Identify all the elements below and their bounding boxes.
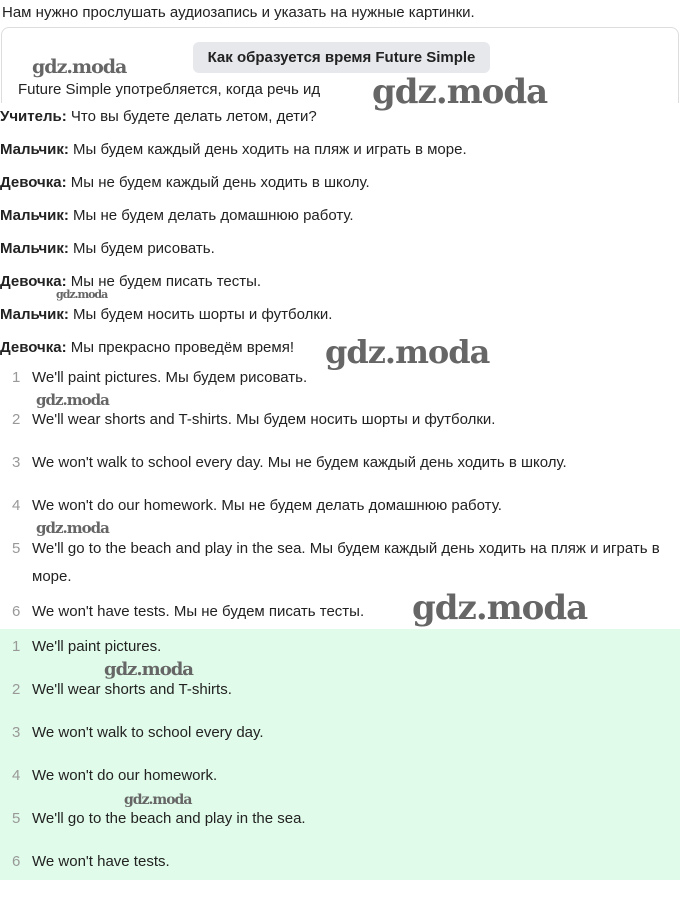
line-text: Мы будем рисовать. (68, 240, 215, 257)
task-description: Нам нужно прослушать аудиозапись и указать на нужные картинки. (2, 4, 475, 21)
item-text: We'll go to the beach and play in the sea. (32, 810, 306, 827)
item-text: We won't have tests. Мы не будем писать тесты. (32, 603, 365, 620)
item-text: We'll paint pictures. Мы будем рисовать. (32, 369, 308, 386)
speaker: Учитель: (0, 108, 67, 125)
answers-section (0, 629, 680, 880)
line-text: Мы не будем делать домашнюю работу. (68, 207, 354, 224)
item-text: We'll wear shorts and T-shirts. Мы будем носить шорты и футболки. (32, 411, 496, 428)
watermark: gdz.moda (104, 659, 193, 680)
item-text: We'll wear shorts and T-shirts. (32, 681, 232, 698)
item-number: 6 (12, 853, 21, 870)
dialog-line (0, 141, 467, 158)
speaker: Мальчик: (0, 240, 69, 257)
watermark: gdz.moda (36, 519, 109, 537)
item-number: 3 (12, 454, 21, 471)
item-number: 2 (12, 411, 21, 428)
item-number: 5 (12, 540, 21, 557)
dialog-line (0, 339, 294, 356)
dialog-line (0, 174, 370, 191)
speaker: Мальчик: (0, 141, 69, 158)
watermark: gdz.moda (36, 391, 109, 409)
line-text: Мы будем каждый день ходить на пляж и играть в море. (68, 141, 467, 158)
watermark: gdz.moda (372, 72, 548, 112)
dialog-line (0, 240, 215, 257)
dialog (0, 103, 680, 358)
speaker: Мальчик: (0, 207, 69, 224)
item-text: We'll paint pictures. (32, 638, 162, 655)
item-number: 2 (12, 681, 21, 698)
item-number: 5 (12, 810, 21, 827)
item-number: 4 (12, 767, 21, 784)
speaker: Девочка: (0, 174, 67, 191)
dialog-line (0, 108, 317, 125)
item-text: We won't do our homework. Мы не будем делать домашнюю работу. (32, 497, 502, 514)
dialog-line (0, 273, 261, 290)
watermark: gdz.moda (32, 56, 127, 78)
line-text: Мы прекрасно проведём время! (66, 339, 294, 356)
dialog-line (0, 306, 332, 323)
watermark: gdz.moda (412, 588, 588, 628)
item-text: We won't walk to school every day. (32, 724, 264, 741)
item-number: 1 (12, 369, 21, 386)
line-text: Что вы будете делать летом, дети? (66, 108, 317, 125)
dialog-line (0, 207, 354, 224)
item-number: 6 (12, 603, 21, 620)
item-number: 4 (12, 497, 21, 514)
line-text: Мы будем носить шорты и футболки. (68, 306, 333, 323)
card-text: Future Simple употребляется, когда речь ид (18, 81, 321, 98)
item-number: 3 (12, 724, 21, 741)
line-text: Мы не будем каждый день ходить в школу. (66, 174, 370, 191)
watermark: gdz.moda (325, 333, 490, 371)
watermark: gdz.moda (124, 792, 192, 808)
item-text: We won't walk to school every day. Мы не будем каждый день ходить в школу. (32, 454, 567, 471)
item-text: We won't have tests. (32, 853, 170, 870)
watermark: gdz.moda (56, 288, 108, 301)
item-text: We won't do our homework. (32, 767, 218, 784)
item-number: 1 (12, 638, 21, 655)
line-text: Мы не будем писать тесты. (66, 273, 262, 290)
speaker: Девочка: (0, 339, 67, 356)
item-text: We'll go to the beach and play in the sea. Мы будем каждый день ходить на пляж и играть в море. (32, 540, 660, 585)
speaker: Девочка: (0, 273, 67, 290)
future-simple-button[interactable]: Как образуется время Future Simple (193, 42, 490, 73)
speaker: Мальчик: (0, 306, 69, 323)
